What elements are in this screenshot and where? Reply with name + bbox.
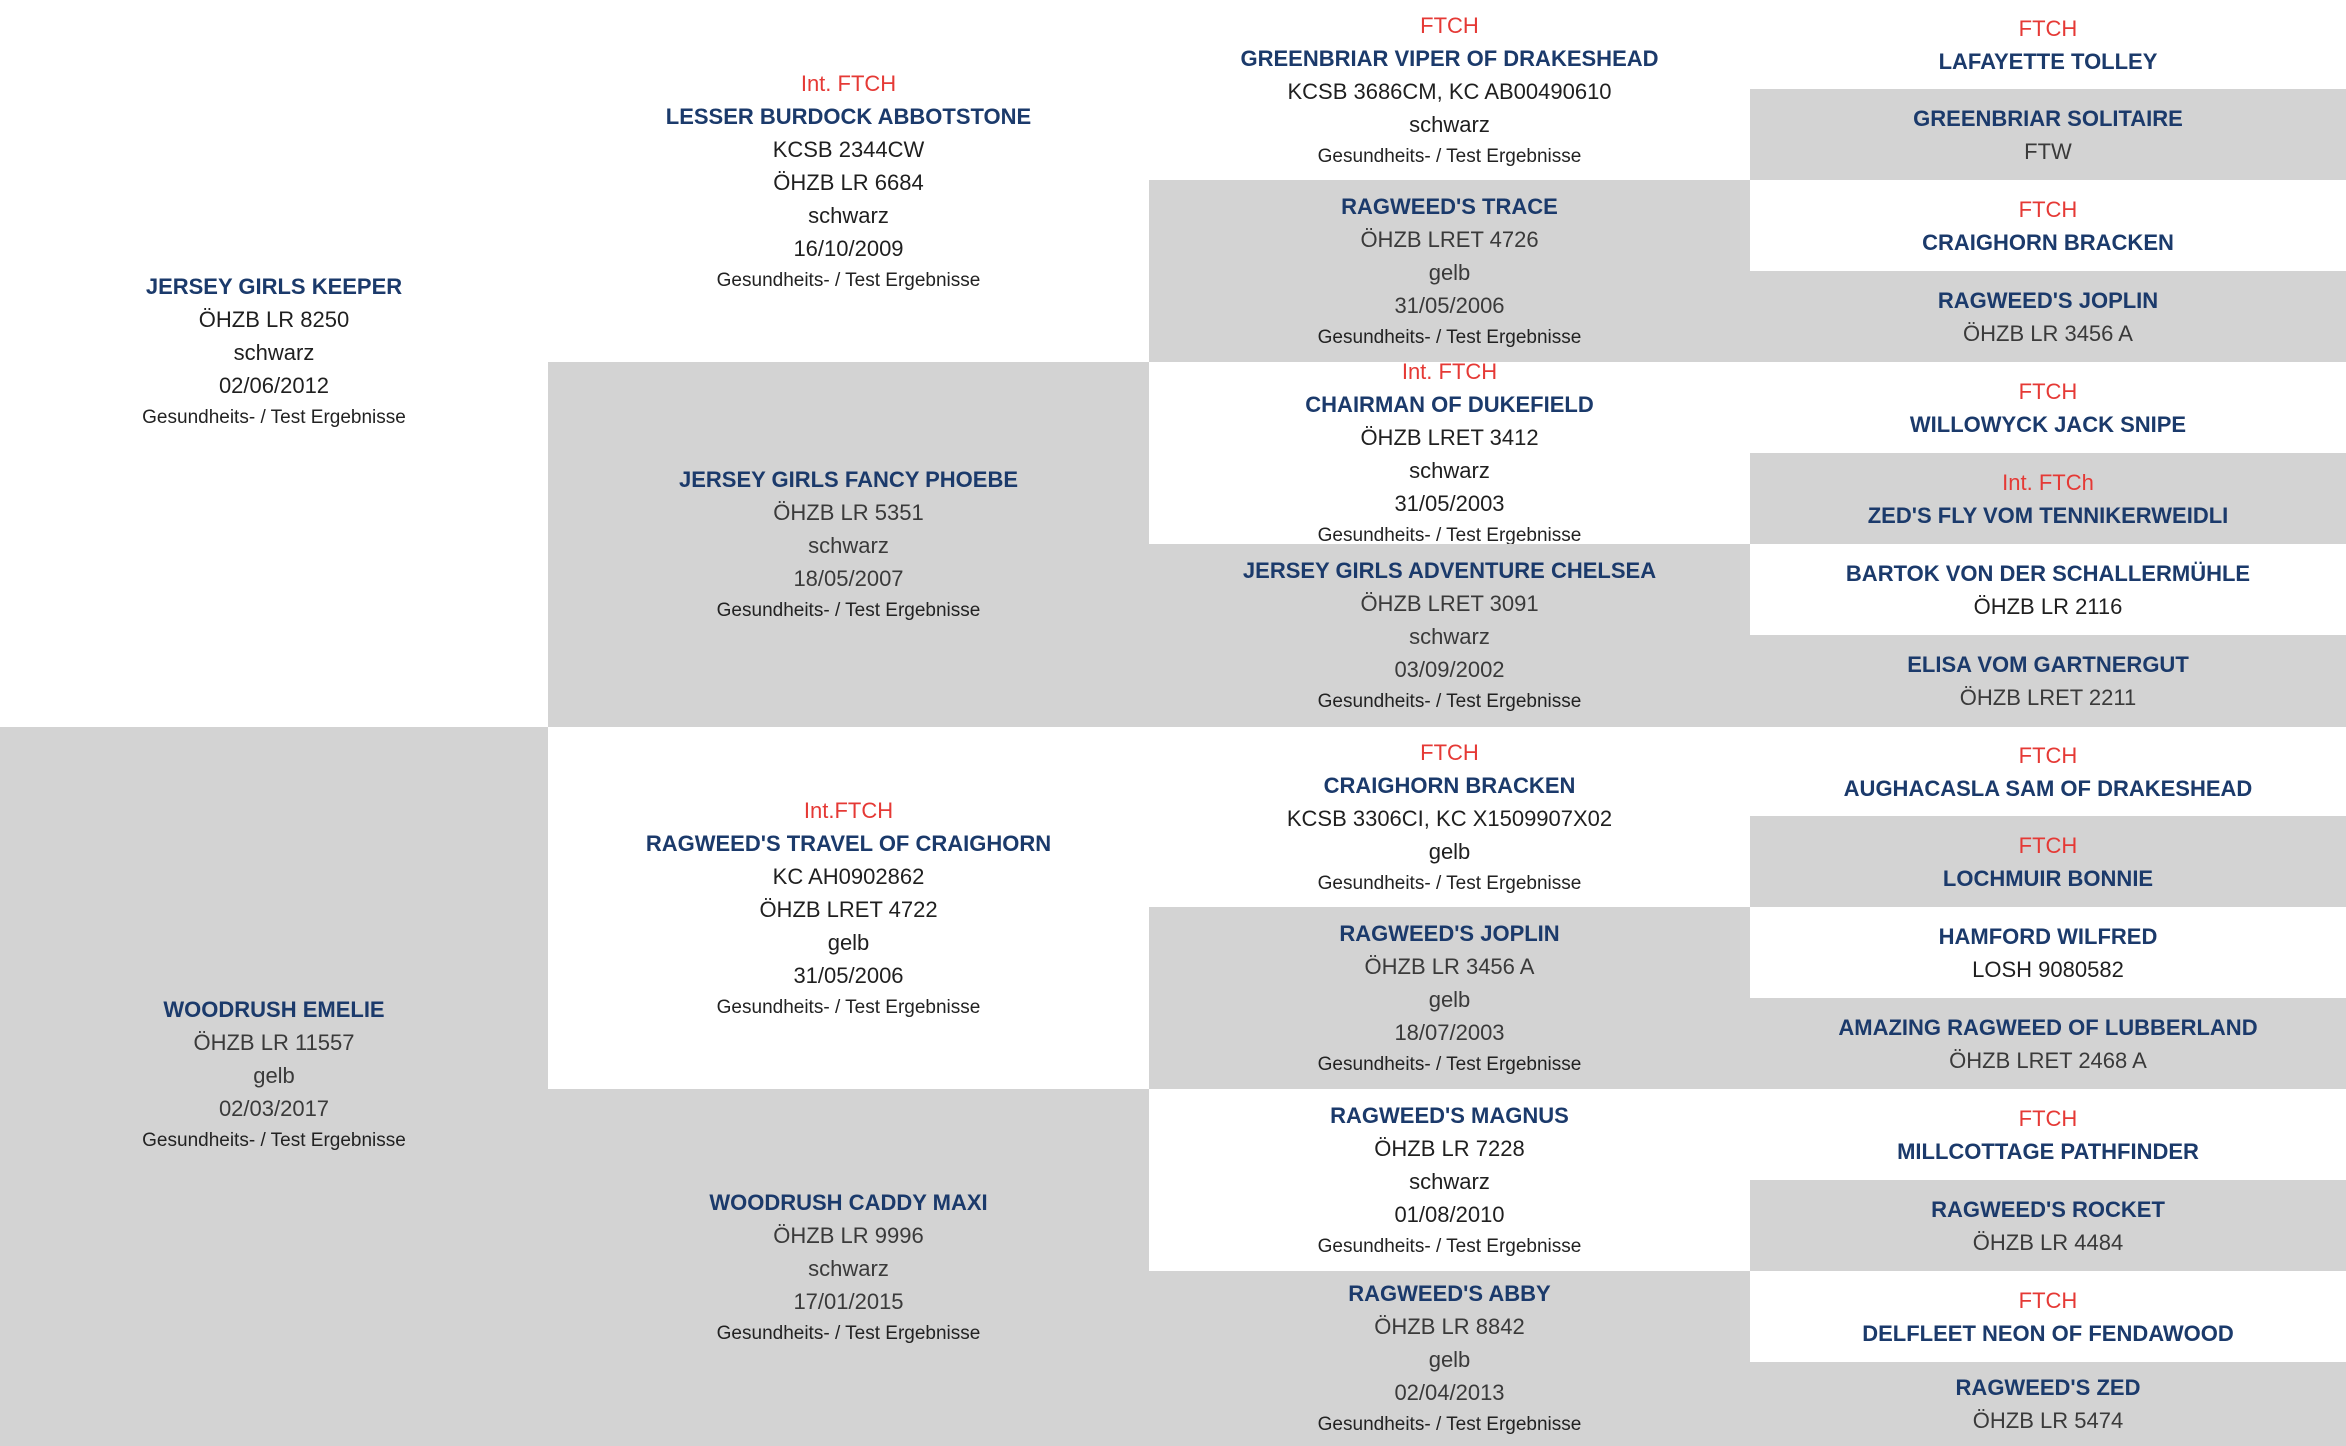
dog-name[interactable]: RAGWEED'S JOPLIN <box>1937 287 2159 313</box>
title-badge: FTCH <box>2018 196 2078 222</box>
dog-name[interactable]: CRAIGHORN BRACKEN <box>1922 229 2174 255</box>
dog-name[interactable]: GREENBRIAR SOLITAIRE <box>1913 105 2183 131</box>
dog-name[interactable]: WOODRUSH CADDY MAXI <box>709 1190 988 1215</box>
registration-number: ÖHZB LR 9996 <box>773 1223 924 1248</box>
dog-name[interactable]: DELFLEET NEON OF FENDAWOOD <box>1862 1320 2234 1346</box>
coat-color: gelb <box>253 1063 295 1088</box>
gen4-entry-3 <box>1750 180 2346 271</box>
dog-name[interactable]: CRAIGHORN BRACKEN <box>1323 772 1576 798</box>
gen3-entry-6 <box>1149 907 1750 1089</box>
title-badge: FTCH <box>2018 742 2078 768</box>
registration-number: ÖHZB LR 5474 <box>1972 1408 2124 1433</box>
registration-number: LOSH 9080582 <box>1972 956 2124 982</box>
registration-number: ÖHZB LRET 2211 <box>1959 685 2137 710</box>
gen4-entry-13 <box>1750 1089 2346 1180</box>
gen4-entry-15 <box>1750 1271 2346 1362</box>
registration-number: ÖHZB LR 7228 <box>1374 1135 1525 1161</box>
birth-date: 31/05/2006 <box>793 962 904 988</box>
registration-number: KCSB 3686CM, KC AB00490610 <box>1287 78 1612 104</box>
health-tests-link[interactable]: Gesundheits- / Test Ergebnisse <box>142 407 406 428</box>
title-badge: FTCH <box>2018 1287 2078 1313</box>
dog-name[interactable]: GREENBRIAR VIPER OF DRAKESHEAD <box>1240 45 1659 71</box>
dog-name[interactable]: HAMFORD WILFRED <box>1938 923 2158 949</box>
gen4-entry-11 <box>1750 907 2346 998</box>
health-tests-link[interactable]: Gesundheits- / Test Ergebnisse <box>1317 872 1582 894</box>
title-badge: FTCH <box>2018 378 2078 404</box>
registration-number: ÖHZB LRET 3091 <box>1360 591 1539 616</box>
health-tests-link[interactable]: Gesundheits- / Test Ergebnisse <box>1317 691 1582 712</box>
gen2-sire-dam <box>548 362 1149 727</box>
gen4-entry-8 <box>1750 635 2346 727</box>
coat-color: schwarz <box>1409 111 1490 137</box>
dog-name[interactable]: LAFAYETTE TOLLEY <box>1938 48 2158 74</box>
birth-date: 01/08/2010 <box>1394 1201 1505 1227</box>
dog-name[interactable]: RAGWEED'S JOPLIN <box>1339 920 1560 946</box>
gen4-entry-12 <box>1750 998 2346 1089</box>
gen3-entry-7 <box>1149 1089 1750 1271</box>
registration-number: ÖHZB LR 3456 A <box>1364 953 1535 979</box>
gen4-entry-14 <box>1750 1180 2346 1271</box>
coat-color: gelb <box>1428 986 1471 1012</box>
birth-date: 31/05/2006 <box>1394 292 1505 318</box>
dog-name[interactable]: JERSEY GIRLS KEEPER <box>145 274 403 299</box>
gen4-entry-4 <box>1750 271 2346 362</box>
birth-date: 02/04/2013 <box>1394 1380 1505 1405</box>
coat-color: schwarz <box>808 202 889 228</box>
dog-name[interactable]: JERSEY GIRLS FANCY PHOEBE <box>678 467 1019 492</box>
dog-name[interactable]: BARTOK VON DER SCHALLERMÜHLE <box>1845 560 2251 586</box>
dog-name[interactable]: RAGWEED'S ABBY <box>1348 1281 1551 1306</box>
birth-date: 03/09/2002 <box>1394 657 1505 682</box>
dog-name[interactable]: ZED'S FLY VOM TENNIKERWEIDLI <box>1867 502 2229 528</box>
dog-name[interactable]: JERSEY GIRLS ADVENTURE CHELSEA <box>1242 558 1657 583</box>
registration-number: ÖHZB LR 2116 <box>1973 593 2123 619</box>
coat-color: schwarz <box>808 1256 889 1281</box>
gen4-entry-6 <box>1750 453 2346 544</box>
gen4-entry-2 <box>1750 89 2346 180</box>
title-badge: Int. FTCH <box>1401 362 1498 384</box>
title-badge: FTCH <box>2018 15 2078 41</box>
gen3-entry-1 <box>1149 0 1750 180</box>
coat-color: gelb <box>827 929 870 955</box>
gen4-entry-5 <box>1750 362 2346 453</box>
birth-date: 02/06/2012 <box>218 373 330 398</box>
dog-name[interactable]: LOCHMUIR BONNIE <box>1942 865 2154 891</box>
health-tests-link[interactable]: Gesundheits- / Test Ergebnisse <box>1317 145 1582 167</box>
dog-name[interactable]: WOODRUSH EMELIE <box>163 997 385 1022</box>
registration-number: ÖHZB LR 8842 <box>1374 1314 1525 1339</box>
coat-color: gelb <box>1428 259 1471 285</box>
gen2-dam-sire <box>548 727 1149 1089</box>
coat-color: schwarz <box>233 340 315 365</box>
title-badge: FTCH <box>1420 12 1479 38</box>
gen2-dam-dam <box>548 1089 1149 1446</box>
coat-color: schwarz <box>1409 624 1490 649</box>
registration-number: ÖHZB LRET 3412 <box>1360 425 1539 450</box>
gen1-dam <box>0 727 548 1446</box>
health-tests-link[interactable]: Gesundheits- / Test Ergebnisse <box>716 600 981 621</box>
dog-name[interactable]: AMAZING RAGWEED OF LUBBERLAND <box>1838 1014 2258 1040</box>
coat-color: gelb <box>1428 838 1471 864</box>
health-tests-link[interactable]: Gesundheits- / Test Ergebnisse <box>1317 326 1582 348</box>
dog-name[interactable]: RAGWEED'S MAGNUS <box>1330 1102 1569 1128</box>
registration-number: ÖHZB LR 11557 <box>193 1030 355 1055</box>
coat-color: schwarz <box>1409 458 1490 483</box>
dog-name[interactable]: RAGWEED'S ZED <box>1955 1375 2141 1400</box>
birth-date: 02/03/2017 <box>218 1096 330 1121</box>
health-tests-link[interactable]: Gesundheits- / Test Ergebnisse <box>1317 525 1582 544</box>
coat-color: gelb <box>1428 1347 1471 1372</box>
registration-number: KCSB 2344CW <box>772 136 925 162</box>
title-badge: FTCH <box>2018 1105 2078 1131</box>
registration-number-2: ÖHZB LR 6684 <box>773 169 924 195</box>
registration-number: KCSB 3306CI, KC X1509907X02 <box>1286 805 1613 831</box>
gen4-entry-10 <box>1750 816 2346 907</box>
dog-name[interactable]: RAGWEED'S TRACE <box>1341 193 1558 219</box>
coat-color: schwarz <box>808 533 889 558</box>
dog-name[interactable]: LESSER BURDOCK ABBOTSTONE <box>665 103 1032 129</box>
birth-date: 17/01/2015 <box>793 1289 904 1314</box>
title-badge: FTCH <box>1420 739 1479 765</box>
registration-number-2: ÖHZB LRET 4722 <box>759 896 938 922</box>
dog-name[interactable]: ELISA VOM GARTNERGUT <box>1907 652 2189 677</box>
health-tests-link[interactable]: Gesundheits- / Test Ergebnisse <box>716 269 981 291</box>
dog-name[interactable]: AUGHACASLA SAM OF DRAKESHEAD <box>1843 775 2253 801</box>
dog-name[interactable]: CHAIRMAN OF DUKEFIELD <box>1305 392 1594 417</box>
gen1-sire <box>0 0 548 727</box>
dog-name[interactable]: RAGWEED'S TRAVEL OF CRAIGHORN <box>645 830 1052 856</box>
title-badge: FTCH <box>2018 832 2078 858</box>
registration-number: ÖHZB LR 5351 <box>773 500 924 525</box>
dog-name[interactable]: WILLOWYCK JACK SNIPE <box>1909 411 2187 437</box>
registration-number: ÖHZB LR 8250 <box>198 307 350 332</box>
gen2-sire-sire <box>548 0 1149 362</box>
gen3-entry-5 <box>1149 727 1750 907</box>
registration-number: KC AH0902862 <box>772 863 925 889</box>
health-tests-link[interactable]: Gesundheits- / Test Ergebnisse <box>1317 1235 1582 1257</box>
health-tests-link[interactable]: Gesundheits- / Test Ergebnisse <box>716 1323 981 1344</box>
title-badge: Int. FTCh <box>2002 469 2094 495</box>
birth-date: 16/10/2009 <box>793 235 904 261</box>
gen4-entry-9 <box>1750 727 2346 816</box>
dog-name[interactable]: RAGWEED'S ROCKET <box>1931 1196 2165 1222</box>
gen3-entry-2 <box>1149 180 1750 362</box>
birth-date: 18/05/2007 <box>793 566 904 591</box>
registration-number: ÖHZB LR 4484 <box>1972 1229 2124 1255</box>
title-badge: Int. FTCH <box>800 70 897 96</box>
registration-number: ÖHZB LRET 2468 A <box>1949 1047 2147 1073</box>
coat-color: schwarz <box>1409 1168 1490 1194</box>
gen4-entry-16 <box>1750 1362 2346 1446</box>
dog-name[interactable]: MILLCOTTAGE PATHFINDER <box>1897 1138 2199 1164</box>
birth-date: 18/07/2003 <box>1394 1019 1505 1045</box>
health-tests-link[interactable]: Gesundheits- / Test Ergebnisse <box>716 996 981 1018</box>
gen3-entry-4 <box>1149 544 1750 727</box>
title-badge: Int.FTCH <box>803 797 894 823</box>
gen3-entry-8 <box>1149 1271 1750 1446</box>
gen3-entry-3 <box>1149 362 1750 544</box>
birth-date: 31/05/2003 <box>1394 491 1505 516</box>
registration-number: ÖHZB LRET 4726 <box>1360 226 1539 252</box>
gen4-entry-7 <box>1750 544 2346 635</box>
health-tests-link[interactable]: Gesundheits- / Test Ergebnisse <box>1317 1053 1582 1075</box>
gen4-entry-1 <box>1750 0 2346 89</box>
registration-number: ÖHZB LR 3456 A <box>1963 320 2133 346</box>
registration-number: FTW <box>2024 138 2072 164</box>
health-tests-link[interactable]: Gesundheits- / Test Ergebnisse <box>142 1130 406 1151</box>
health-tests-link[interactable]: Gesundheits- / Test Ergebnisse <box>1317 1414 1582 1435</box>
